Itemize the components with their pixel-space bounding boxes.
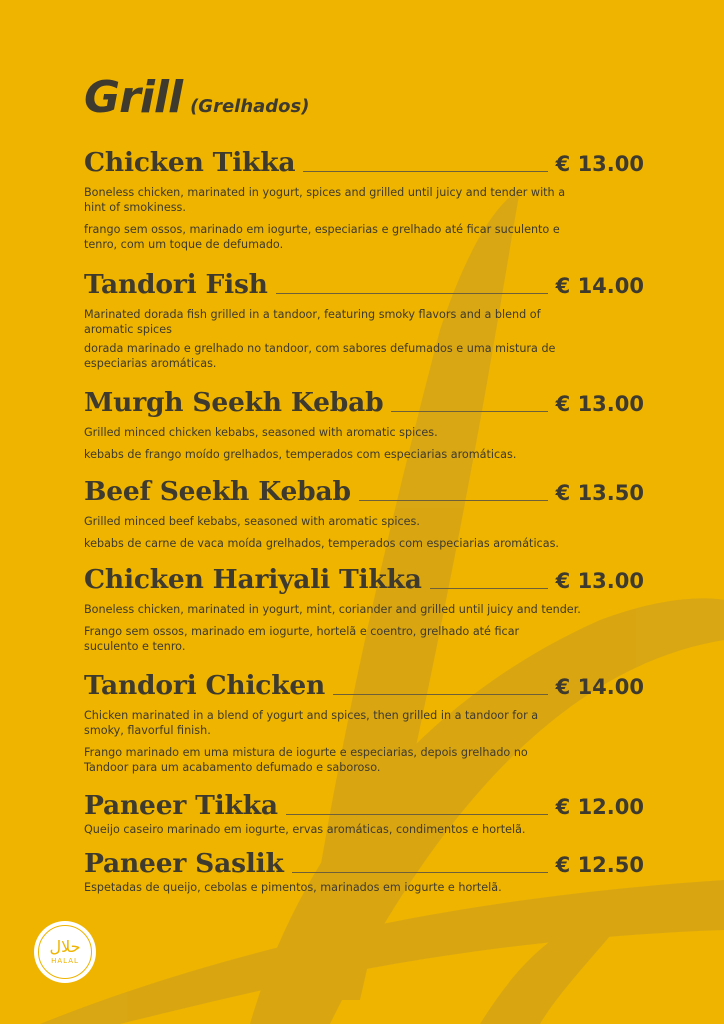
- menu-item-chicken-hariyali-tikka: [84, 561, 644, 654]
- item-desc-pt: Espetadas de queijo, cebolas e pimentos, marinados em iogurte e hortelã.: [84, 881, 502, 894]
- menu-item-murgh-seekh-kebab: [84, 384, 644, 462]
- item-name: Paneer Tikka: [84, 790, 278, 821]
- item-price: € 14.00: [555, 675, 644, 699]
- item-desc-pt: Frango sem ossos, marinado em iogurte, hortelã e coentro, grelhado até ficar suculento e tenro.: [84, 625, 520, 653]
- dotted-leader: [276, 293, 548, 294]
- item-price: € 14.00: [555, 274, 644, 298]
- item-desc-en: Grilled minced chicken kebabs, seasoned with aromatic spices.: [84, 426, 438, 439]
- item-price: € 13.00: [555, 569, 644, 593]
- page-title: [84, 72, 309, 123]
- menu-content: [84, 0, 644, 1024]
- dotted-leader: [333, 694, 548, 695]
- menu-item-chicken-tikka: [84, 144, 644, 252]
- item-price: € 13.00: [555, 152, 644, 176]
- halal-badge-icon: [34, 921, 96, 983]
- item-name: Chicken Hariyali Tikka: [84, 564, 422, 595]
- menu-item-paneer-tikka: [84, 787, 644, 837]
- item-desc-pt: kebabs de carne de vaca moída grelhados, temperados com especiarias aromáticas.: [84, 537, 559, 550]
- item-price: € 12.50: [555, 853, 644, 877]
- item-desc-en: Chicken marinated in a blend of yogurt and spices, then grilled in a tandoor for a smoky, flavorful finish.: [84, 709, 539, 737]
- dotted-leader: [359, 500, 548, 501]
- item-desc-pt: frango sem ossos, marinado em iogurte, especiarias e grelhado até ficar suculento e tenro, com um toque de defumado.: [84, 223, 560, 251]
- halal-label: HALAL: [51, 957, 79, 965]
- dotted-leader: [391, 411, 547, 412]
- halal-badge-ring: [38, 925, 92, 979]
- item-price: € 13.50: [555, 481, 644, 505]
- menu-item-tandori-fish: [84, 266, 644, 371]
- item-name: Paneer Saslik: [84, 848, 284, 879]
- halal-arabic-text: حلال: [49, 937, 81, 956]
- item-desc-pt: kebabs de frango moído grelhados, temperados com especiarias aromáticas.: [84, 448, 517, 461]
- title-main: Grill: [84, 72, 183, 123]
- dotted-leader: [303, 171, 547, 172]
- title-subtitle: (Grelhados): [190, 96, 310, 117]
- dotted-leader: [430, 588, 548, 589]
- menu-item-beef-seekh-kebab: [84, 473, 644, 551]
- item-name: Tandori Fish: [84, 269, 268, 300]
- menu-item-tandori-chicken: [84, 667, 644, 775]
- item-name: Tandori Chicken: [84, 670, 326, 701]
- item-desc-en: Grilled minced beef kebabs, seasoned with aromatic spices.: [84, 515, 420, 528]
- item-desc-en: Marinated dorada fish grilled in a tandoor, featuring smoky flavors and a blend of aromatic spices: [84, 308, 541, 336]
- dotted-leader: [292, 872, 548, 873]
- dotted-leader: [286, 814, 548, 815]
- item-desc-pt: Queijo caseiro marinado em iogurte, ervas aromáticas, condimentos e hortelã.: [84, 823, 526, 836]
- item-price: € 13.00: [555, 392, 644, 416]
- item-price: € 12.00: [555, 795, 644, 819]
- item-desc-pt: dorada marinado e grelhado no tandoor, com sabores defumados e uma mistura de especiarias aromáticas.: [84, 342, 556, 370]
- item-desc-pt: Frango marinado em uma mistura de iogurte e especiarias, depois grelhado no Tandoor para um acabamento defumado e saboroso.: [84, 746, 528, 774]
- item-desc-en: Boneless chicken, marinated in yogurt, spices and grilled until juicy and tender with a hint of smokiness.: [84, 186, 566, 214]
- item-name: Murgh Seekh Kebab: [84, 387, 384, 418]
- item-name: Chicken Tikka: [84, 147, 296, 178]
- item-name: Beef Seekh Kebab: [84, 476, 351, 507]
- item-desc-en: Boneless chicken, marinated in yogurt, mint, coriander and grilled until juicy and tender.: [84, 603, 581, 616]
- menu-item-paneer-saslik: [84, 845, 644, 895]
